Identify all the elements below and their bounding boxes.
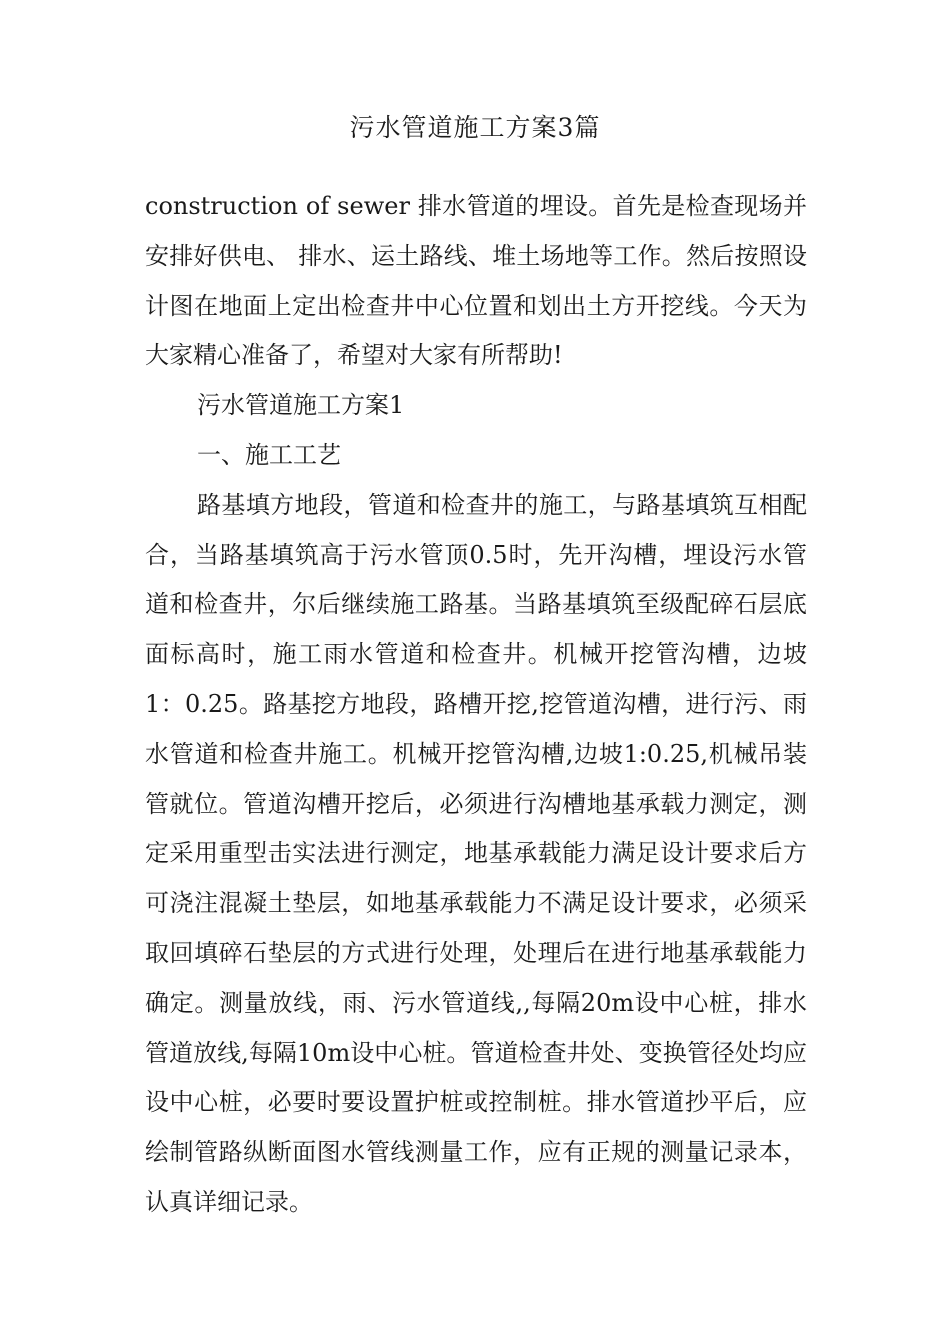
document-body bbox=[145, 182, 807, 1228]
subsection-heading: 一、施工工艺 bbox=[197, 440, 341, 469]
intro-paragraph: construction of sewer 排水管道的埋设。首先是检查现场并安排好供电、 排水、运土路线、堆土场地等工作。然后按照设计图在地面上定出检查井中心位置和划出土方开挖线。今天为大家精心准备了，希望对大家有所帮助! bbox=[145, 192, 807, 370]
document-title: 污水管道施工方案3篇 bbox=[349, 113, 601, 142]
construction-process-paragraph: 路基填方地段，管道和检查井的施工，与路基填筑互相配合，当路基填筑高于污水管顶0.5时，先开沟槽，埋设污水管道和检查井，尔后继续施工路基。当路基填筑至级配碎石层底面标高时，施工雨水管道和检查井。机械开挖管沟槽，边坡1：0.25。路基挖方地段，路槽开挖,挖管道沟槽，进行污、雨水管道和检查井施工。机械开挖管沟槽,边坡1:0.25,机械吊装管就位。管道沟槽开挖后，必须进行沟槽地基承载力测定，测定采用重型击实法进行测定，地基承载能力满足设计要求后方可浇注混凝土垫层，如地基承载能力不满足设计要求，必须采取回填碎石垫层的方式进行处理，处理后在进行地基承载能力确定。测量放线，雨、污水管道线,,每隔20m设中心桩，排水管道放线,每隔10m设中心桩。管道检查井处、变换管径处均应设中心桩，必要时要设置护桩或控制桩。排水管道抄平后，应绘制管路纵断面图水管线测量工作，应有正规的测量记录本，认真详细记录。 bbox=[145, 490, 807, 1216]
section-heading: 污水管道施工方案1 bbox=[197, 391, 405, 420]
